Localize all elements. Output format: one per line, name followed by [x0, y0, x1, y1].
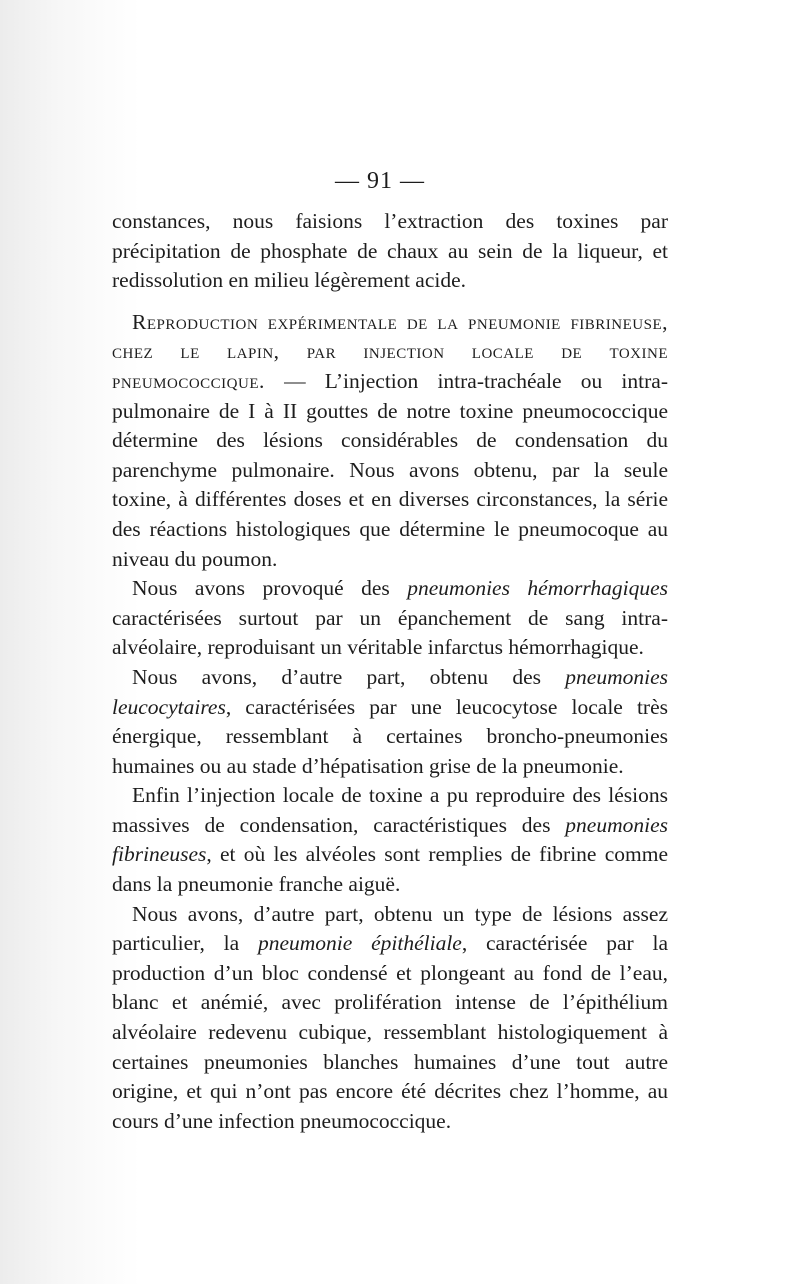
italic-term: pneumonie épithéliale — [257, 931, 462, 956]
paragraph-text: Enfin l’injection locale de toxine a pu reproduire des lésions massives de condensation, caractéristiques des — [112, 783, 668, 837]
paragraph-text: , caractérisée par la production d’un bloc condensé et plongeant au fond de l’eau, blanc et anémié, avec prolifération intense de l’épithélium alvéolaire redevenu cubique, ressemblant histologiquement à certaines pneumonies blanches humaines d’une tout autre origine, et qui n’ont pas encore été décrites chez l’homme, au cours d’une infection pneumococcique. — [112, 931, 668, 1133]
paragraph-continuation: constances, nous faisions l’extraction des toxines par précipitation de phosphate de chaux au sein de la liqueur, et redissolution en milieu légèrement acide. — [112, 209, 668, 293]
paragraph-text: Nous avons provoqué des — [132, 576, 408, 601]
italic-term: pneumonies leucocytaires — [112, 664, 668, 719]
section-heading: Reproduction expérimentale de la pneumonie fibrineuse, chez le lapin, par injection locale de toxine pneumococcique. — [112, 309, 668, 393]
paragraph-fibrinous — [112, 781, 668, 899]
paragraph-epithelial — [112, 900, 668, 1137]
paragraph-text: caractérisées surtout par un épanchement de sang intra-alvéolaire, reproduisant un véritable infarctus hémorrhagique. — [112, 605, 668, 660]
italic-term: pneumonies fibrineuses — [112, 812, 668, 867]
paragraph-text: — L’injection intra-trachéale ou intra-pulmonaire de I à II gouttes de notre toxine pneumococcique détermine des lésions considérables de condensation du parenchyme pulmonaire. Nous avons obtenu, par la seule toxine, à différentes doses et en diverses circonstances, la série des réactions histologiques que détermine le pneumocoque au niveau du poumon. — [112, 368, 668, 571]
body-text — [112, 207, 668, 1136]
paragraph-text: , caractérisées par une leucocytose locale très énergique, ressemblant à certaines broncho-pneumonies humaines ou au stade d’hépatisation grise de la pneumonie. — [112, 694, 668, 778]
paragraph-hemorrhagic — [112, 574, 668, 663]
page-number: — 91 — — [335, 168, 425, 194]
paragraph-text: Nous avons, d’autre part, obtenu un type de lésions assez particulier, la — [112, 901, 668, 956]
italic-term: pneumonies hémorrhagiques — [407, 576, 668, 601]
paragraph-text: Nous avons, d’autre part, obtenu des — [132, 664, 566, 689]
paragraph-text: , et où les alvéoles sont remplies de fibrine comme dans la pneumonie franche aiguë. — [112, 842, 668, 897]
paragraph-reproduction — [112, 308, 668, 574]
paragraph-leucocytic — [112, 663, 668, 781]
